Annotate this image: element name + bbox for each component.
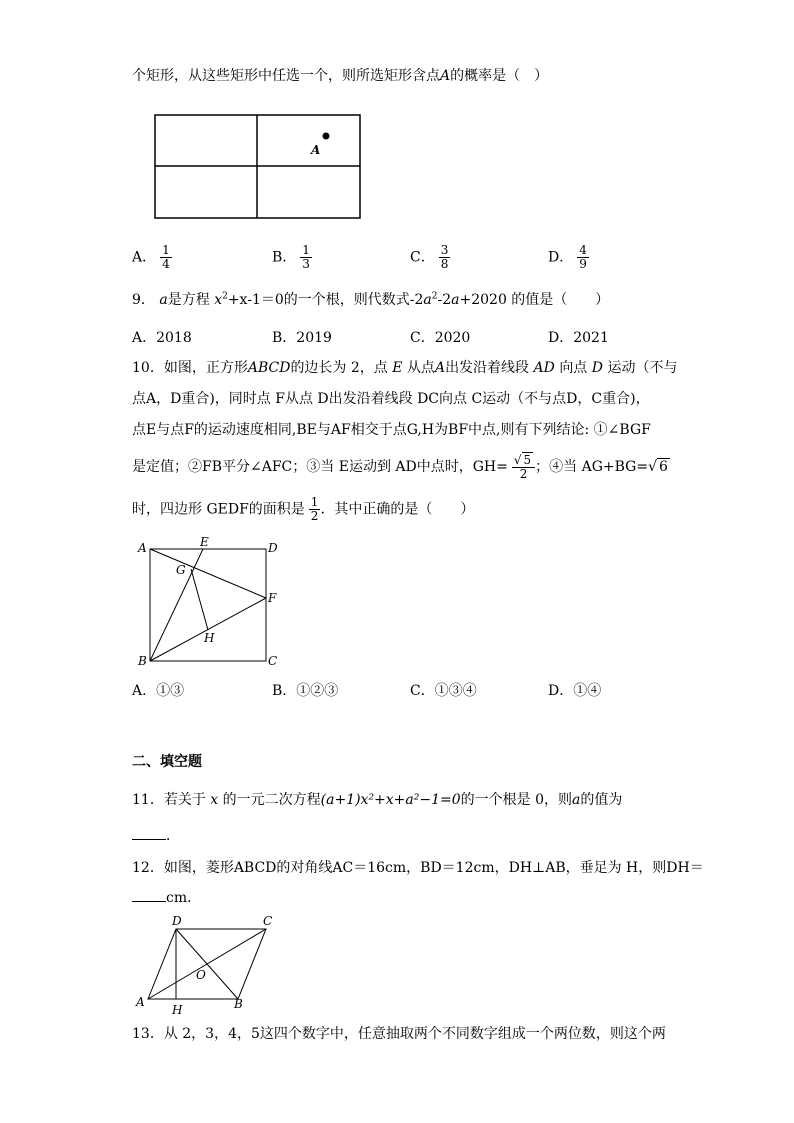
q8-option-c[interactable]: C． $\frac{3}{8}$ xyxy=(410,243,449,271)
q8-option-b[interactable]: B． $\frac{1}{3}$ xyxy=(272,243,310,271)
point-a xyxy=(323,133,330,140)
q12-label-d: D xyxy=(172,914,182,928)
q9-option-c[interactable]: C．2020 xyxy=(410,330,471,346)
q12-label-c: C xyxy=(263,914,273,928)
q10-line-2: 点A，D重合)，同时点 F从点 D出发沿着线段 DC向点 C运动（不与点D，C重合)， xyxy=(132,391,650,407)
q10-option-d[interactable]: D．①④ xyxy=(548,683,602,699)
q10-label-e: E xyxy=(200,535,209,549)
q10-option-a[interactable]: A．①③ xyxy=(132,683,185,699)
q12-answer-blank[interactable] xyxy=(132,889,166,902)
q10-line-3: 点E与点F的运动速度相同,BE与AF相交于点G,H为BF中点,则有下列结论: ①∠BGF xyxy=(132,422,651,438)
q8-option-a[interactable]: A． $\frac{1}{4}$ xyxy=(132,243,170,271)
q9-option-b[interactable]: B．2019 xyxy=(272,330,332,346)
q10-label-g: G xyxy=(176,563,186,577)
section-heading: 二、填空题 xyxy=(132,754,202,770)
q10-square-figure xyxy=(134,534,284,669)
q10-option-c[interactable]: C．①③④ xyxy=(410,683,477,699)
q11-line-2: ． xyxy=(132,826,180,846)
q10-label-b: B xyxy=(138,654,147,668)
q8-grid-figure xyxy=(150,110,365,222)
q12-label-h: H xyxy=(172,1003,183,1015)
q12-line-2: cm． xyxy=(132,888,201,908)
q10-label-f: F xyxy=(268,591,277,605)
q8-option-d[interactable]: D． $\frac{4}{9}$ xyxy=(548,243,587,271)
q9-option-d[interactable]: D．2021 xyxy=(548,330,609,346)
q10-label-c: C xyxy=(268,654,278,668)
q13-line-1: 13．从 2，3，4，5这四个数字中，任意抽取两个不同数字组成一个两位数，则这个两 xyxy=(132,1026,666,1042)
q10-line-5: 时，四边形 GEDF的面积是 $\frac{1}{2}$ ．其中正确的是（ ） xyxy=(132,495,475,523)
q12-rhombus-figure xyxy=(132,913,280,1015)
q10-label-d: D xyxy=(268,541,278,555)
q9-text: 9． a是方程 $x^2+x-1=0$的一个根，则代数式$-2a^2-2a+2020$ 的值是（ ） xyxy=(132,291,610,308)
q10-line-4: 是定值；②FB平分∠AFC；③当 E运动到 AD中点时，GH= $\frac{√ 5}{2}$ ；④当 AG+BG=√ 6 xyxy=(132,452,668,481)
q10-option-b[interactable]: B．①②③ xyxy=(272,683,339,699)
point-a-label: A xyxy=(311,143,321,157)
q10-line-1: 10．如图，正方形ABCD的边长为 2，点 E 从点A出发沿着线段 AD 向点 D 运动（不与 xyxy=(132,360,678,376)
q12-line-1: 12．如图，菱形ABCD的对角线AC＝16cm，BD＝12cm，DH⊥AB，垂足为 H，则DH＝ xyxy=(132,860,704,876)
q11-answer-blank[interactable] xyxy=(132,827,166,840)
q9-option-a[interactable]: A．2018 xyxy=(132,330,192,346)
q12-label-o: O xyxy=(196,968,206,982)
q10-label-a: A xyxy=(138,541,147,555)
q12-label-a: A xyxy=(136,995,145,1009)
q10-label-h: H xyxy=(204,631,215,645)
q8-text: 个矩形，从这些矩形中任选一个，则所选矩形含点A的概率是（ ） xyxy=(132,68,549,84)
q12-label-b: B xyxy=(234,997,243,1011)
q11-line-1: 11．若关于 x 的一元二次方程(a+1)x²+x+a²−1=0的一个根是 0，则a的值为 xyxy=(132,792,623,808)
